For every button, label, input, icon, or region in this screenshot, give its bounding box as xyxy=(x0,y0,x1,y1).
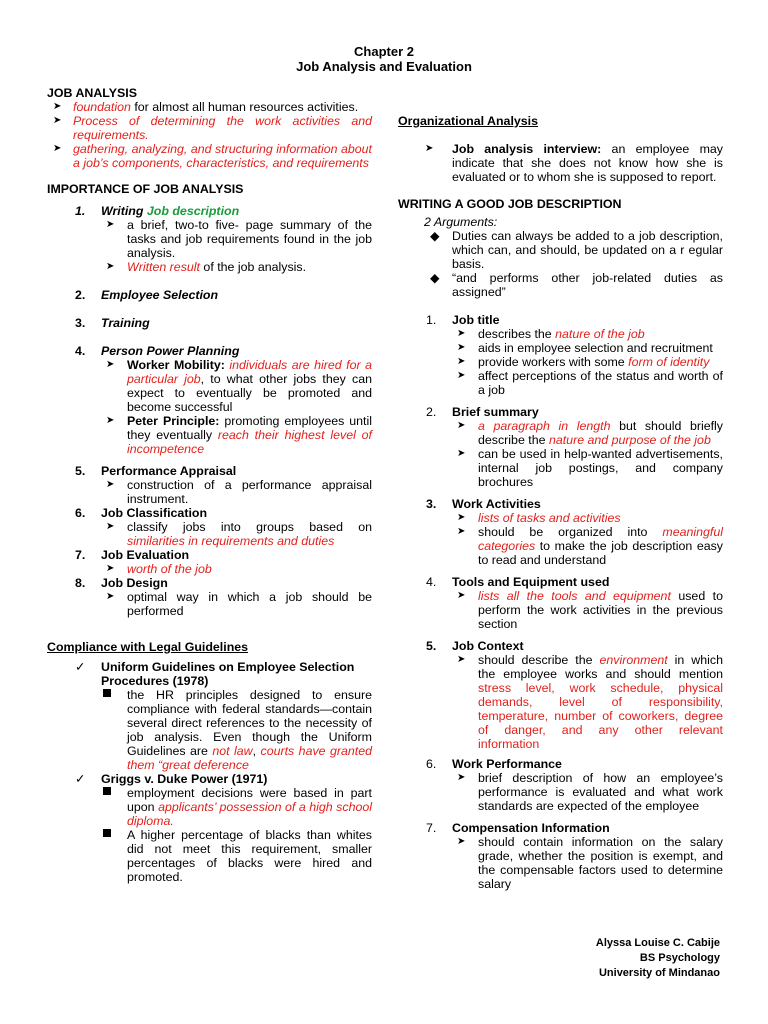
check-icon: ✓ xyxy=(75,660,86,674)
list-item: ➤ should describe the environment in which the employee works and should mention stress level, work schedule, physical demands, level of responsibility, temperature, number of coworkers, degree of danger, and any other relevant information xyxy=(457,653,723,751)
diamond-bullet-icon: ◆ xyxy=(430,271,440,285)
diamond-bullet-icon: ◆ xyxy=(430,229,440,243)
list-item: ➤ Worker Mobility: individuals are hired for a particular job, to what other jobs they can expect to eventually be promoted and become successful xyxy=(106,358,372,414)
work-activities-item: 3. Work Activities xyxy=(426,497,541,511)
list-item: ➤ foundation for almost all human resources activities. xyxy=(53,100,359,114)
arrow-bullet-icon: ➤ xyxy=(457,420,466,431)
importance-item-5: 5. Performance Appraisal xyxy=(75,464,237,478)
arrow-bullet-icon: ➤ xyxy=(457,772,466,783)
uniform-guidelines-item: ✓ Uniform Guidelines on Employee Selection Procedures (1978) xyxy=(75,660,355,688)
tools-item: 4. Tools and Equipment used xyxy=(426,575,610,589)
list-item: ➤ a brief, two-to five- page summary of the tasks and job requirements found in the job analysis. xyxy=(106,218,372,260)
arrow-bullet-icon: ➤ xyxy=(457,328,466,339)
arrow-bullet-icon: ➤ xyxy=(425,143,434,154)
list-item: ◆ “and performs other job-related duties as assigned” xyxy=(430,271,723,299)
square-bullet-icon xyxy=(103,829,111,837)
compliance-heading: Compliance with Legal Guidelines xyxy=(47,640,249,654)
arrow-bullet-icon: ➤ xyxy=(106,219,115,230)
job-analysis-heading: JOB ANALYSIS xyxy=(47,86,137,100)
job-analysis-list xyxy=(47,100,372,170)
list-item: ◆ Duties can always be added to a job description, which can, and should, be updated on a r egular basis. xyxy=(430,229,723,271)
arrow-bullet-icon: ➤ xyxy=(457,654,466,665)
author-name: Alyssa Louise C. Cabije xyxy=(595,937,720,949)
right-column xyxy=(398,114,723,891)
square-bullet-icon xyxy=(103,787,111,795)
griggs-item: ✓ Griggs v. Duke Power (1971) xyxy=(75,772,268,786)
importance-item-1: 1. Writing Job description xyxy=(75,204,240,218)
chapter-label: Chapter 2 xyxy=(354,44,414,59)
list-item: ➤ gathering, analyzing, and structuring information about a job’s components, characteristics, and requirements xyxy=(53,142,372,170)
job-title-item: 1. Job title xyxy=(426,313,500,327)
writing-heading: WRITING A GOOD JOB DESCRIPTION xyxy=(398,197,622,211)
list-item: ➤ brief description of how an employee’s performance is evaluated and what work standards are expected of the employee xyxy=(457,771,723,813)
list-item: ➤ Process of determining the work activities and requirements. xyxy=(53,114,372,142)
importance-heading: IMPORTANCE OF JOB ANALYSIS xyxy=(47,182,244,196)
compensation-item: 7. Compensation Information xyxy=(426,821,610,835)
list-item: ➤ describes the nature of the job xyxy=(457,327,645,341)
page-title: Job Analysis and Evaluation xyxy=(296,59,472,74)
list-item: ➤ Job analysis interview: an employee may indicate that she does not know how she is evaluated or to whom she is supposed to report. xyxy=(425,142,723,184)
arrow-bullet-icon: ➤ xyxy=(457,342,466,353)
brief-summary-item: 2. Brief summary xyxy=(426,405,539,419)
arguments-label: 2 Arguments: xyxy=(424,215,498,229)
arrow-bullet-icon: ➤ xyxy=(457,356,466,367)
arrow-bullet-icon: ➤ xyxy=(106,521,115,532)
arrow-bullet-icon: ➤ xyxy=(457,512,466,523)
list-item: ➤ lists of tasks and activities xyxy=(457,511,621,525)
job-context-item: 5. Job Context xyxy=(426,639,524,653)
arrow-bullet-icon: ➤ xyxy=(106,563,115,574)
importance-item-6: 6. Job Classification xyxy=(75,506,208,520)
org-analysis-heading: Organizational Analysis xyxy=(398,114,539,128)
arrow-bullet-icon: ➤ xyxy=(106,415,115,426)
author-school: University of Mindanao xyxy=(598,967,720,979)
arrow-bullet-icon: ➤ xyxy=(457,836,466,847)
arrow-bullet-icon: ➤ xyxy=(106,261,115,272)
importance-item-7: 7. Job Evaluation xyxy=(75,548,190,562)
square-bullet-icon xyxy=(103,689,111,697)
work-performance-item: 6. Work Performance xyxy=(426,757,562,771)
importance-item-3: 3. Training xyxy=(75,316,150,330)
list-item: ➤ a paragraph in length but should briefly describe the nature and purpose of the job xyxy=(457,419,723,447)
left-column xyxy=(47,86,372,884)
arrow-bullet-icon: ➤ xyxy=(106,591,115,602)
check-icon: ✓ xyxy=(75,772,86,786)
list-item: ➤ construction of a performance appraisal instrument. xyxy=(106,478,372,506)
list-item: ➤ provide workers with some form of identity xyxy=(457,355,710,369)
importance-item-4: 4. Person Power Planning xyxy=(75,344,240,358)
arrow-bullet-icon: ➤ xyxy=(457,526,466,537)
arrow-bullet-icon: ➤ xyxy=(457,448,466,459)
list-item: the HR principles designed to ensure compliance with federal standards—contain several direct references to the necessity of job analysis. Even though the Uniform Guidelines are not law, courts have granted them “great deference xyxy=(47,688,372,772)
list-item: ➤ should be organized into meaningful categories to make the job description easy to read and understand xyxy=(457,525,723,567)
arrow-bullet-icon: ➤ xyxy=(53,101,62,112)
list-item: ➤ Written result of the job analysis. xyxy=(106,260,307,274)
arrow-bullet-icon: ➤ xyxy=(53,143,62,154)
arrow-bullet-icon: ➤ xyxy=(457,590,466,601)
list-item: ➤ worth of the job xyxy=(106,562,212,576)
list-item: ➤ optimal way in which a job should be performed xyxy=(106,590,372,618)
importance-item-2: 2. Employee Selection xyxy=(75,288,219,302)
list-item: ➤ Peter Principle: promoting employees until they eventually reach their highest level of incompetence xyxy=(106,414,372,456)
list-item: ➤ should contain information on the salary grade, whether the position is exempt, and the compensable factors used to determine salary xyxy=(457,835,723,891)
arrow-bullet-icon: ➤ xyxy=(106,359,115,370)
arrow-bullet-icon: ➤ xyxy=(457,370,466,381)
author-course: BS Psychology xyxy=(639,952,720,964)
list-item: ➤ affect perceptions of the status and worth of a job xyxy=(457,369,723,397)
importance-item-8: 8. Job Design xyxy=(75,576,168,590)
arrow-bullet-icon: ➤ xyxy=(106,479,115,490)
list-item: ➤ aids in employee selection and recruitment xyxy=(457,341,713,355)
author-block xyxy=(596,936,720,981)
list-item: employment decisions were based in part upon applicants’ possession of a high school diploma. xyxy=(47,786,372,828)
arrow-bullet-icon: ➤ xyxy=(53,115,62,126)
list-item: ➤ classify jobs into groups based on similarities in requirements and duties xyxy=(106,520,372,548)
list-item: A higher percentage of blacks than whites did not meet this requirement, smaller percentages of blacks were hired and promoted. xyxy=(47,828,372,884)
list-item: ➤ lists all the tools and equipment used to perform the work activities in the previous section xyxy=(457,589,723,631)
list-item: ➤ can be used in help-wanted advertisements, internal job postings, and company brochures xyxy=(457,447,723,489)
